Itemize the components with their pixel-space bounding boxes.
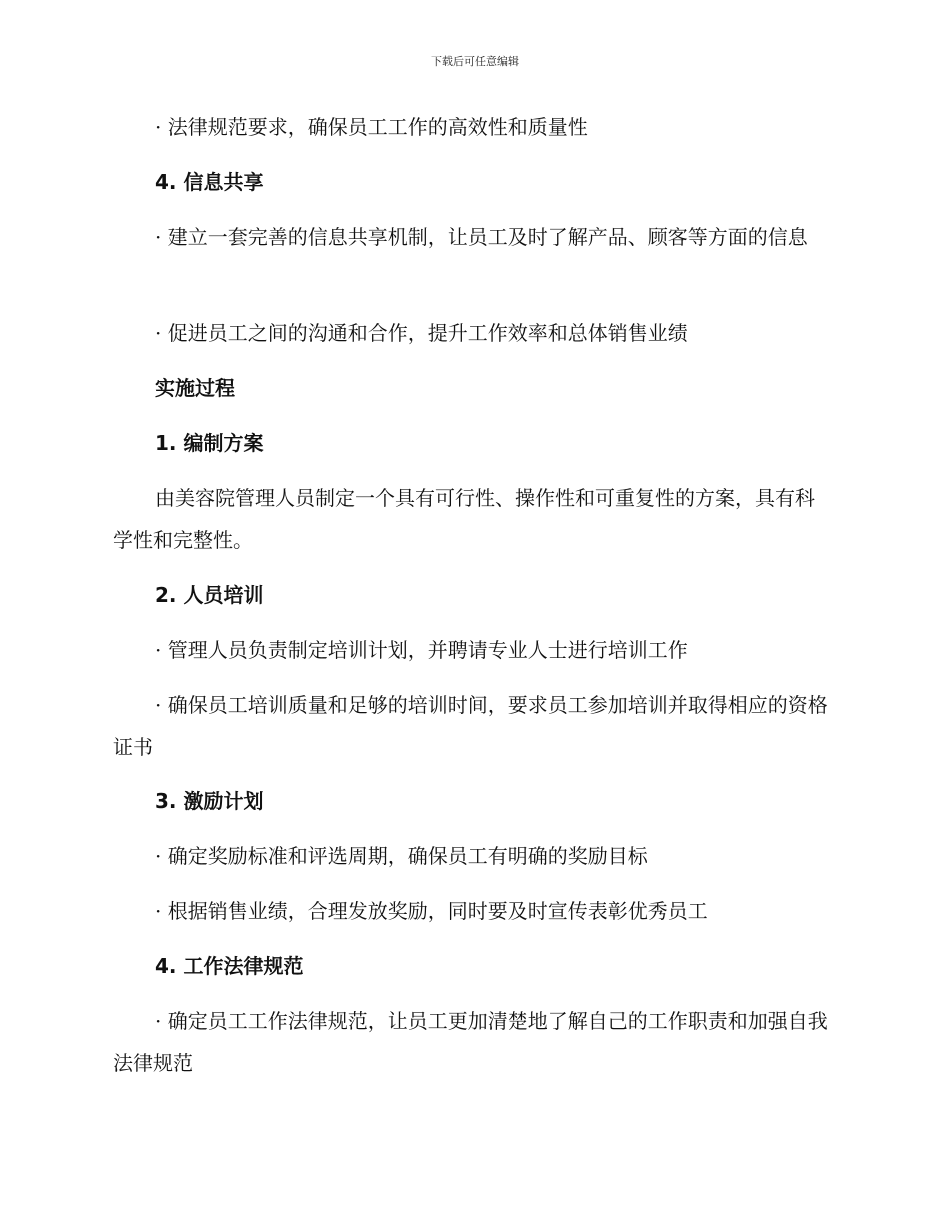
bullet-paragraph: · 确保员工培训质量和足够的培训时间，要求员工参加培训并取得相应的资格证书 xyxy=(113,693,828,759)
section-heading-incentive: 3. 激励计划 xyxy=(155,789,264,813)
section-heading-legal: 4. 工作法律规范 xyxy=(155,954,304,978)
header-note: 下载后可任意编辑 xyxy=(431,55,519,68)
bullet-paragraph: · 管理人员负责制定培训计划，并聘请专业人士进行培训工作 xyxy=(155,638,688,662)
section-heading-process: 实施过程 xyxy=(155,376,235,400)
section-heading-training: 2. 人员培训 xyxy=(155,583,264,607)
section-heading-info-share: 4. 信息共享 xyxy=(155,170,264,194)
bullet-paragraph: · 建立一套完善的信息共享机制，让员工及时了解产品、顾客等方面的信息 xyxy=(155,225,808,249)
bullet-paragraph: · 确定员工工作法律规范，让员工更加清楚地了解自己的工作职责和加强自我法律规范 xyxy=(113,1009,828,1075)
body-paragraph: 由美容院管理人员制定一个具有可行性、操作性和可重复性的方案，具有科学性和完整性。 xyxy=(113,486,815,552)
section-heading-plan: 1. 编制方案 xyxy=(155,431,264,455)
bullet-paragraph: · 确定奖励标准和评选周期，确保员工有明确的奖励目标 xyxy=(155,844,648,868)
bullet-paragraph: · 促进员工之间的沟通和合作，提升工作效率和总体销售业绩 xyxy=(155,321,688,345)
bullet-paragraph: · 法律规范要求，确保员工工作的高效性和质量性 xyxy=(155,115,588,139)
bullet-paragraph: · 根据销售业绩，合理发放奖励，同时要及时宣传表彰优秀员工 xyxy=(155,899,708,923)
